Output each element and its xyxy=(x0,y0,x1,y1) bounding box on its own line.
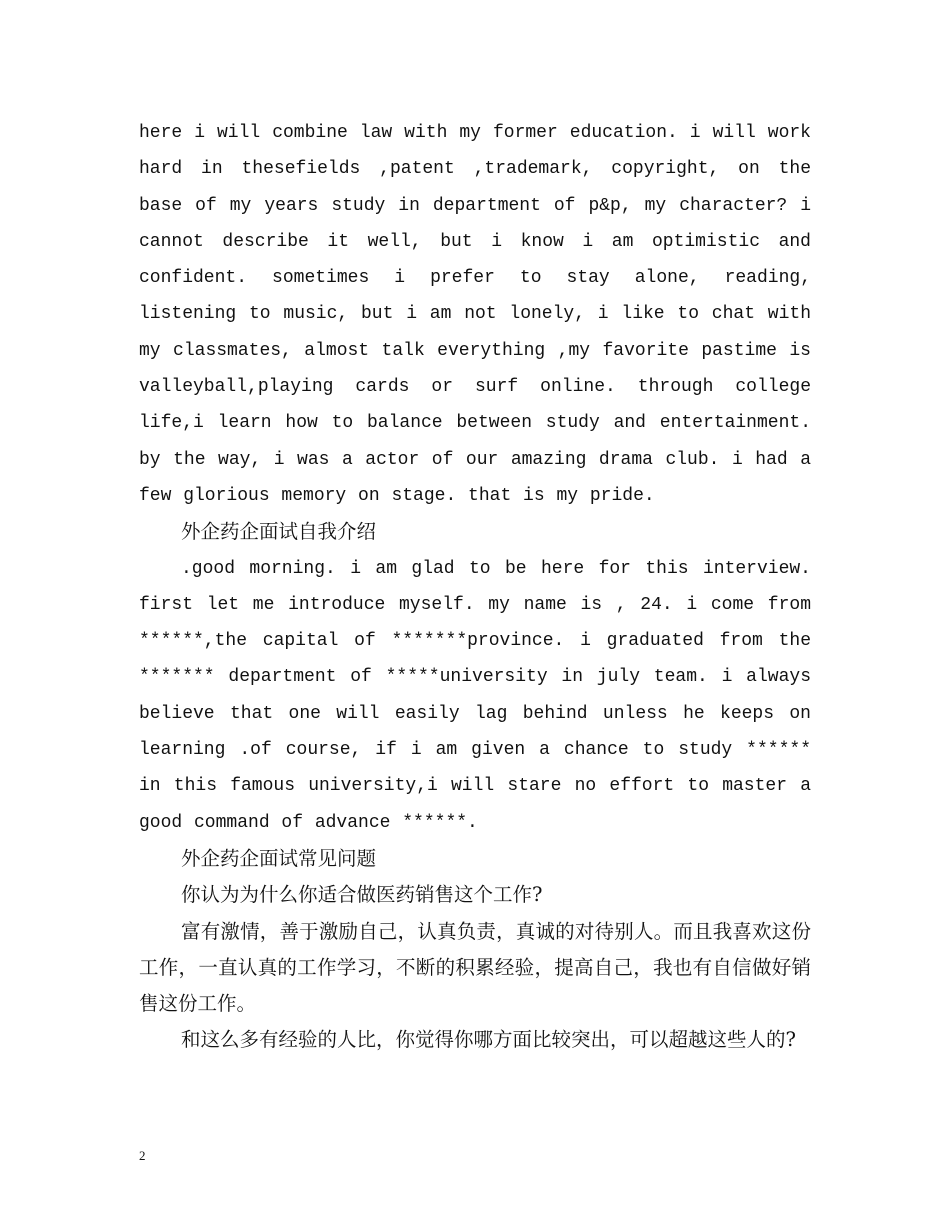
page-number: 2 xyxy=(139,1148,146,1163)
paragraph-sample-introduction: .good morning. i am glad to be here for this interview. first let me introduce myself. my name is , 24. i come from ******,the capital of *******province. i graduated from the ******* department of *****university in july team. i always believe that one will easily lag behind unless he keeps on learning .of course, if i am given a chance to study ****** in this famous university,i will stare no effort to master a good command of advance ******. xyxy=(139,558,811,833)
question-compared-to-experienced: 和这么多有经验的人比，你觉得你哪方面比较突出，可以超越这些人的? xyxy=(181,1028,796,1052)
paragraph-intro-continued: here i will combine law with my former education. i will work hard in thesefields ,patent ,trademark, copyright, on the base of my years study in department of p&p, my character? i cannot describe it well, but i know i am optimistic and confident. sometimes i prefer to stay alone, reading, listening to music, but i am not lonely, i like to chat with my classmates, almost talk everything ,my favorite pastime is valleyball,playing cards or surf online. through college life,i learn how to balance between study and entertainment. by the way, i was a actor of our amazing drama club. i had a few glorious memory on stage. that is my pride. xyxy=(139,123,811,506)
section-heading-self-introduction: 外企药企面试自我介绍 xyxy=(181,520,377,544)
section-heading-common-questions: 外企药企面试常见问题 xyxy=(181,846,377,870)
document-body xyxy=(139,115,811,1059)
answer-why-suitable: 富有激情，善于激励自己，认真负责，真诚的对待别人。而且我喜欢这份工作，一直认真的工作学习，不断的积累经验，提高自己，我也有自信做好销售这份工作。 xyxy=(139,919,811,1016)
question-why-suitable: 你认为为什么你适合做医药销售这个工作? xyxy=(181,883,543,907)
